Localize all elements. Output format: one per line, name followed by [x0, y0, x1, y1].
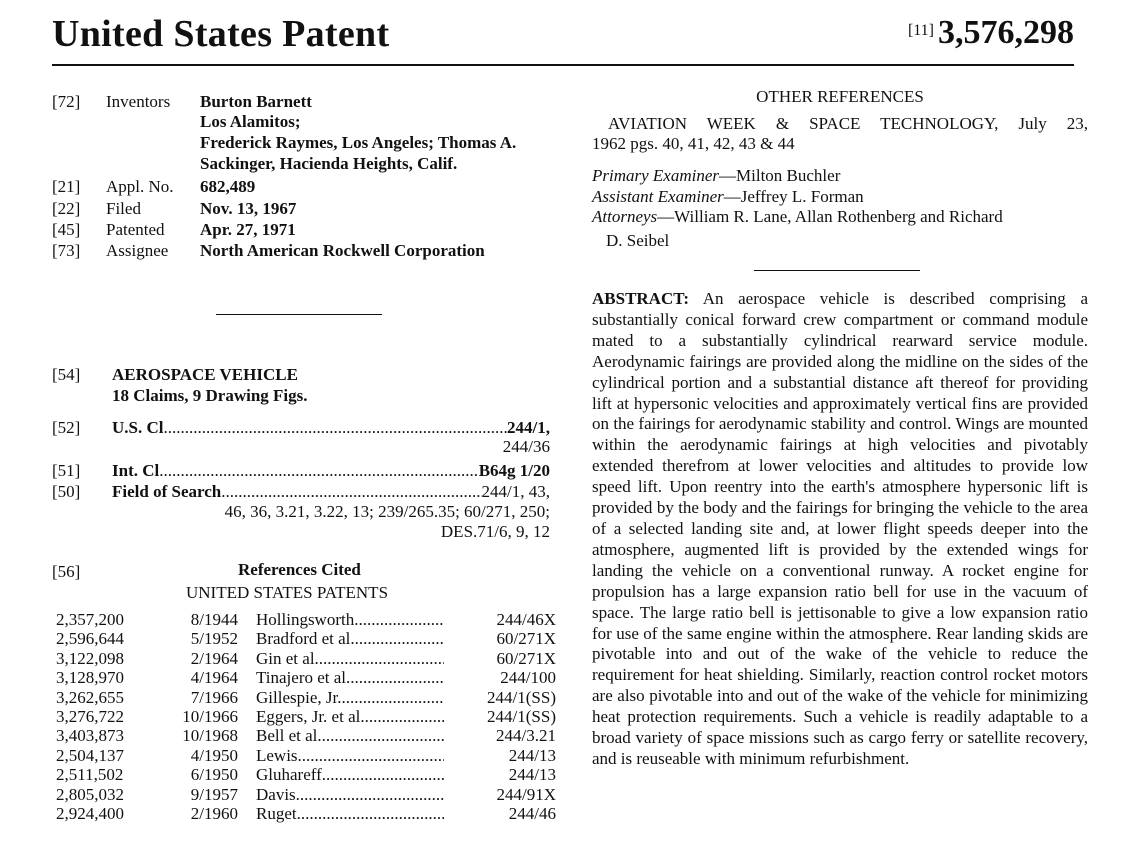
number-value: 3,576,298 [938, 14, 1074, 51]
ref-inventor-cell [256, 785, 476, 804]
filed-label: Filed [106, 199, 141, 218]
abstract-text: An aerospace vehicle is described comprising a substantially conical forward crew compartment or command module mated to a substantially cylindrical rearward service module. Aerodynamic fairings are provided along the midline on the sides of the cylindrical portion and a substantial distance aft thereof for providing lift at hypersonic velocities and approximately vertical fins are provided on the fairings for aerodynamic stability and control. Wings are mounted within the aerodynamic fairings at high velocities and pivotably extended therefrom at lower velocities and altitudes to provide low speed lift. Upon reentry into the earth's atmosphere hypersonic lift is provided by the body and the fairings for bringing the vehicle to the area of a selected landing site and, at lower flight speeds deeper into the atmosphere, augmented lift is provided by the extended wings for landing the vehicle on a conventional runway. A rocket engine for propulsion has a large expansion ratio bell for use in the vacuum of space. The large ratio bell is jettisonable to give a low expansion ratio for use of the same engine within the atmosphere. Rear landing skids are pivotable into and out of the wake of the vehicle to reduce the requirement for heat shielding. Similarly, reaction control rocket motors are also pivotable into and out of the wake of the vehicle for minimizing heat protection requirements. Such a vehicle is readily adaptable to a broad variety of space missions such as cargo ferry or satellite recovery, and is reuseable with minimum refurbishment. [592, 289, 1088, 768]
ref-class: 244/13 [508, 745, 556, 765]
inventors-line-4: Sackinger, Hacienda Heights, Calif. [200, 154, 458, 173]
us-cl-row [112, 418, 550, 438]
reference-row [56, 610, 556, 629]
other-refs-heading: OTHER REFERENCES [756, 87, 924, 106]
ref-date: 6/1950 [190, 765, 238, 785]
ref-inventor-cell [256, 746, 476, 765]
int-cl-code: [51] [52, 461, 81, 480]
leader-dots [298, 746, 444, 765]
reference-row [56, 629, 556, 648]
inventors-line-2: Los Alamitos; [200, 112, 301, 131]
leader-dots [159, 461, 478, 481]
us-cl-code: [52] [52, 418, 81, 437]
refs-heading: References Cited [238, 560, 361, 579]
reference-row [56, 688, 556, 707]
assistant-examiner: Assistant Examiner—Jeffrey L. Forman [592, 187, 864, 206]
ref-inventor-cell [256, 668, 476, 687]
title-code: [54] [52, 365, 81, 384]
inventors-line-3: Frederick Raymes, Los Angeles; Thomas A. [200, 133, 517, 152]
ref-inventor: Gin et al. [256, 648, 319, 668]
reference-row [56, 746, 556, 765]
ref-inventor-cell [256, 804, 476, 823]
abstract [592, 289, 1088, 770]
other-refs-line-1: AVIATION WEEK & SPACE TECHNOLOGY, July 23, [608, 114, 1088, 133]
ref-patent: 2,924,400 [56, 804, 124, 824]
right-divider [754, 270, 920, 271]
references-table [56, 610, 556, 823]
inventors-line-1: Burton Barnett [200, 92, 312, 111]
reference-row [56, 804, 556, 823]
ref-class: 60/271X [496, 648, 556, 668]
ref-inventor: Davis [256, 784, 296, 804]
ref-date: 10/1968 [182, 726, 238, 746]
assignee-code: [73] [52, 241, 81, 260]
ref-date: 2/1960 [190, 804, 238, 824]
us-cl-value-2: 244/36 [502, 437, 550, 456]
ref-date: 8/1944 [190, 610, 238, 629]
ref-patent: 3,122,098 [56, 648, 124, 668]
ref-patent: 2,357,200 [56, 610, 124, 629]
filed-code: [22] [52, 199, 81, 218]
leader-dots [354, 610, 444, 629]
patent-number [908, 14, 1074, 52]
leader-dots [319, 649, 444, 668]
leader-dots [355, 629, 444, 648]
header-rule [52, 64, 1074, 66]
ref-patent: 2,596,644 [56, 629, 124, 649]
leader-dots [163, 418, 507, 438]
leader-dots [221, 482, 481, 502]
field-line-2: 46, 36, 3.21, 3.22, 13; 239/265.35; 60/271, 250; [224, 502, 550, 521]
ref-patent: 2,511,502 [56, 765, 124, 785]
field-label: Field of Search [112, 482, 222, 501]
ref-patent: 3,262,655 [56, 687, 124, 707]
ref-inventor-cell [256, 629, 476, 648]
ref-class: 244/1(SS) [487, 707, 556, 727]
ref-date: 4/1964 [190, 668, 238, 688]
field-line-3: DES.71/6, 9, 12 [440, 522, 550, 541]
leader-dots [297, 804, 444, 823]
ref-inventor: Tinajero et al. [256, 668, 351, 688]
us-cl-value: 244/1, [507, 418, 550, 437]
attorneys: Attorneys—William R. Lane, Allan Rothenberg and Richard [592, 207, 1003, 226]
appl-code: [21] [52, 177, 81, 196]
ref-inventor: Lewis [256, 745, 298, 765]
refs-code: [56] [52, 562, 81, 581]
leader-dots [296, 785, 444, 804]
leader-dots [350, 668, 444, 687]
reference-row [56, 707, 556, 726]
ref-inventor-cell [256, 649, 476, 668]
inventors-code: [72] [52, 92, 81, 111]
ref-inventor: Bradford et al. [256, 629, 355, 649]
ref-patent: 3,403,873 [56, 726, 124, 746]
invention-title: AEROSPACE VEHICLE [112, 365, 298, 384]
ref-inventor: Bell et al. [256, 726, 322, 746]
leader-dots [365, 707, 444, 726]
assignee-value: North American Rockwell Corporation [200, 241, 485, 260]
reference-row [56, 668, 556, 687]
leader-dots [322, 765, 444, 784]
ref-date: 4/1950 [190, 745, 238, 765]
ref-date: 10/1966 [182, 707, 238, 727]
ref-inventor: Gluhareff [256, 765, 322, 785]
reference-row [56, 785, 556, 804]
patented-label: Patented [106, 220, 165, 239]
number-code: [11] [907, 22, 934, 39]
ref-inventor: Eggers, Jr. et al. [256, 707, 365, 727]
primary-examiner: Primary Examiner—Milton Buchler [592, 166, 841, 185]
ref-date: 9/1957 [190, 784, 238, 804]
ref-inventor: Gillespie, Jr. [256, 687, 342, 707]
filed-value: Nov. 13, 1967 [200, 199, 297, 218]
ref-class: 60/271X [496, 629, 556, 649]
leader-dots [322, 726, 444, 745]
int-cl-row [112, 461, 550, 481]
ref-date: 5/1952 [190, 629, 238, 649]
ref-inventor-cell [256, 707, 476, 726]
refs-subheading: UNITED STATES PATENTS [186, 583, 389, 602]
primary-examiner-name: Milton Buchler [736, 166, 841, 185]
leader-dots [341, 688, 444, 707]
left-divider [216, 314, 382, 315]
ref-inventor-cell [256, 726, 476, 745]
patent-title: United States Patent [52, 13, 390, 55]
attorneys-line-2: D. Seibel [606, 231, 670, 250]
inventors-label: Inventors [106, 92, 171, 111]
ref-class: 244/100 [500, 668, 556, 688]
ref-class: 244/91X [496, 784, 556, 804]
field-value: 244/1, 43, [481, 482, 550, 501]
us-cl-label: U.S. Cl [112, 418, 164, 437]
ref-inventor-cell [256, 610, 476, 629]
ref-inventor-cell [256, 688, 476, 707]
ref-inventor-cell [256, 765, 476, 784]
ref-inventor: Hollingsworth [256, 610, 355, 629]
ref-patent: 2,805,032 [56, 784, 124, 804]
other-refs-line-2: 1962 pgs. 40, 41, 42, 43 & 44 [592, 134, 795, 153]
reference-row [56, 765, 556, 784]
int-cl-label: Int. Cl [112, 461, 160, 480]
ref-patent: 2,504,137 [56, 745, 124, 765]
abstract-label: ABSTRACT: [592, 289, 689, 308]
ref-date: 2/1964 [190, 648, 238, 668]
reference-row [56, 726, 556, 745]
reference-row [56, 649, 556, 668]
ref-class: 244/3.21 [496, 726, 556, 746]
ref-class: 244/1(SS) [487, 687, 556, 707]
int-cl-value: B64g 1/20 [478, 461, 550, 480]
primary-examiner-label: Primary Examiner [592, 166, 720, 185]
ref-date: 7/1966 [190, 687, 238, 707]
appl-value: 682,489 [200, 177, 256, 196]
attorneys-line-1: William R. Lane, Allan Rothenberg and Richard [674, 207, 1003, 226]
attorneys-label: Attorneys [592, 207, 658, 226]
ref-inventor: Ruget [256, 804, 297, 824]
assistant-examiner-label: Assistant Examiner [592, 187, 724, 206]
appl-label: Appl. No. [106, 177, 174, 196]
patented-value: Apr. 27, 1971 [200, 220, 296, 239]
assignee-label: Assignee [106, 241, 169, 260]
field-row [112, 482, 550, 502]
ref-class: 244/46X [496, 610, 556, 629]
ref-patent: 3,128,970 [56, 668, 124, 688]
claims-line: 18 Claims, 9 Drawing Figs. [112, 386, 308, 405]
ref-class: 244/13 [508, 765, 556, 785]
ref-class: 244/46 [508, 804, 556, 824]
patented-code: [45] [52, 220, 81, 239]
assistant-examiner-name: Jeffrey L. Forman [740, 187, 864, 206]
field-code: [50] [52, 482, 81, 501]
ref-patent: 3,276,722 [56, 707, 124, 727]
